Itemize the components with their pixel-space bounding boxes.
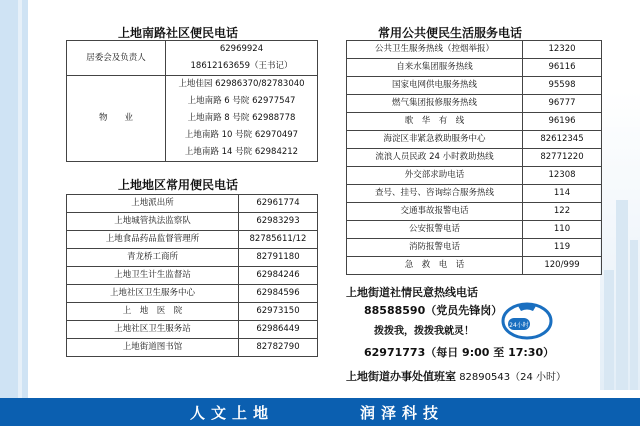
phone-number: 122 [523,203,602,221]
phone-number: 62973150 [239,303,318,321]
phone-number: 96116 [523,59,602,77]
table-row [347,221,602,239]
phone-number: 12320 [523,41,602,59]
service-name: 上地卫生计生监督站 [67,267,239,285]
phone-number: 110 [523,221,602,239]
service-name: 上 地 医 院 [67,303,239,321]
phone-value: 62969924 [166,41,318,59]
table-row [67,321,318,339]
hotline-title: 上地街道社情民意热线电话 [346,286,478,299]
phone-number: 62961774 [239,195,318,213]
phone-value: 上地南路 10 号院 62970497 [166,127,318,144]
phone-number: 82785611/12 [239,231,318,249]
table-row [347,257,602,275]
table-row [347,41,602,59]
table-row [67,303,318,321]
section2-table [66,194,318,357]
row-label: 物 业 [67,76,166,162]
service-name: 公安报警电话 [347,221,523,239]
phone-24h-icon [498,296,556,342]
service-name: 急 救 电 话 [347,257,523,275]
footer-banner [0,398,640,426]
duty-line: 上地街道办事处值班室 82890543（24 小时） [346,370,566,383]
phone-number: 95598 [523,77,602,95]
phone-number: 120/999 [523,257,602,275]
service-name: 上地社区卫生服务站 [67,321,239,339]
service-name: 外交部求助电话 [347,167,523,185]
service-name: 国家电网供电服务热线 [347,77,523,95]
section1-table [66,40,318,162]
service-name: 上地派出所 [67,195,239,213]
service-name: 上地街道图书馆 [67,339,239,357]
table-row [67,41,318,59]
phone-value: 上地南路 8 号院 62988778 [166,110,318,127]
service-name: 海淀区非紧急救助服务中心 [347,131,523,149]
phone-number: 12308 [523,167,602,185]
phone-number: 62983293 [239,213,318,231]
phone-value: 上地佳园 62986370/82783040 [166,76,318,94]
city-skyline-decor [600,90,640,390]
service-name: 交通事故报警电话 [347,203,523,221]
service-name: 流浪人员民政 24 小时救助热线 [347,149,523,167]
phone-number: 82791180 [239,249,318,267]
phone-number: 96196 [523,113,602,131]
phone-number: 62984596 [239,285,318,303]
phone-number: 62984246 [239,267,318,285]
phone-number: 114 [523,185,602,203]
phone-number: 82782790 [239,339,318,357]
phone-value: 18612163659（王书记） [166,58,318,76]
service-name: 公共卫生服务热线（控烟举报） [347,41,523,59]
phone-number: 96777 [523,95,602,113]
phone-number: 82771220 [523,149,602,167]
phone-number: 119 [523,239,602,257]
hotline-slogan: 拨拨我，拨拨我就灵！ [374,326,474,337]
section3-table [346,40,602,275]
service-name: 上地食品药品监督管理所 [67,231,239,249]
phone-value: 上地南路 6 号院 62977547 [166,93,318,110]
table-row [347,203,602,221]
left-decor-bar [0,0,28,398]
hotline-line1: 88588590（党员先锋岗） [364,304,503,317]
service-name: 上地城管执法监察队 [67,213,239,231]
footer-right-slogan: 润泽科技 [360,404,445,422]
table-row [67,213,318,231]
table-row [347,95,602,113]
badge-text: 24小时 [509,322,529,329]
section2-title: 上地地区常用便民电话 [118,178,239,192]
section3-title: 常用公共便民生活服务电话 [378,26,523,40]
table-row [67,195,318,213]
service-name: 消防报警电话 [347,239,523,257]
table-row [67,249,318,267]
table-row [347,149,602,167]
table-row [67,76,318,94]
service-name: 查号、挂号、咨询综合服务热线 [347,185,523,203]
section1-title: 上地南路社区便民电话 [118,26,239,40]
table-row [67,285,318,303]
table-row [347,113,602,131]
table-row [347,239,602,257]
phone-value: 上地南路 14 号院 62984212 [166,144,318,162]
table-row [67,231,318,249]
table-row [67,339,318,357]
hotline-line2: 62971773（每日 9:00 至 17:30） [364,346,555,359]
table-row [347,167,602,185]
row-label: 居委会及负责人 [67,41,166,76]
phone-number: 82612345 [523,131,602,149]
footer-left-slogan: 人文上地 [190,404,275,422]
phone-number: 62986449 [239,321,318,339]
service-name: 青龙桥工商所 [67,249,239,267]
table-row [347,59,602,77]
table-row [347,131,602,149]
table-row [67,267,318,285]
service-name: 上地社区卫生服务中心 [67,285,239,303]
service-name: 歌 华 有 线 [347,113,523,131]
service-name: 自来水集团服务热线 [347,59,523,77]
table-row [347,77,602,95]
table-row [347,185,602,203]
service-name: 燃气集团报修服务热线 [347,95,523,113]
